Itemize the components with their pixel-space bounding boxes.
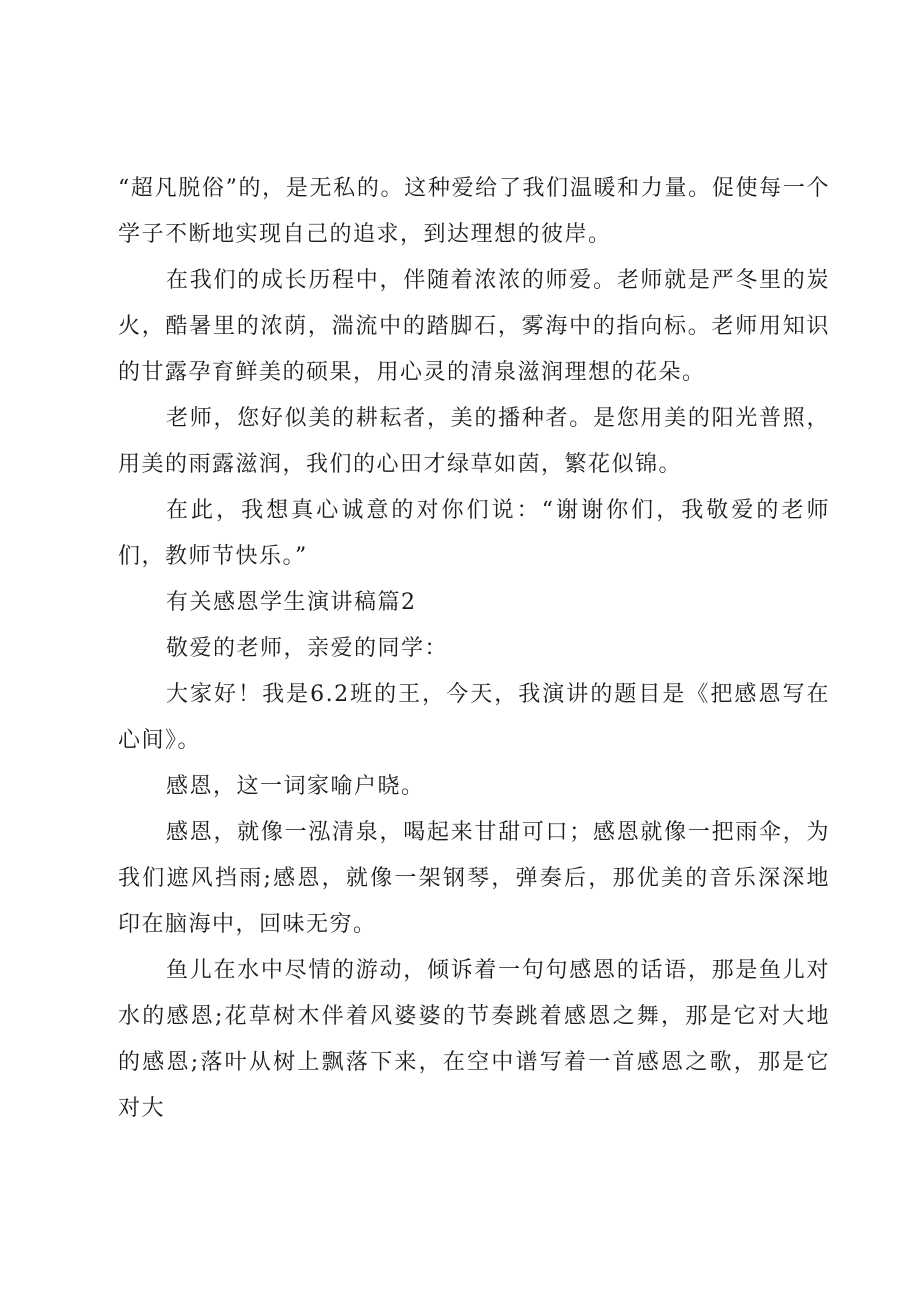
section-heading: 有关感恩学生演讲稿篇2 — [166, 590, 417, 615]
paragraph-3: 老师，您好似美的耕耘者，美的播种者。是您用美的阳光普照，用美的雨露滋润，我们的心田才绿草如茵，繁花似锦。 — [118, 406, 830, 477]
document-body — [118, 166, 830, 1132]
paragraph-1: “超凡脱俗”的，是无私的。这种爱给了我们温暖和力量。促使每一个学子不断地实现自己的追求，到达理想的彼岸。 — [118, 176, 830, 247]
paragraph-9: 感恩，就像一泓清泉，喝起来甘甜可口；感恩就像一把雨伞，为我们遮风挡雨;感恩，就像一架钢琴，弹奏后，那优美的音乐深深地印在脑海中，回味无穷。 — [118, 820, 830, 937]
paragraph-4: 在此，我想真心诚意的对你们说：“谢谢你们，我敬爱的老师们，教师节快乐。” — [118, 498, 830, 569]
paragraph-10: 鱼儿在水中尽情的游动，倾诉着一句句感恩的话语，那是鱼儿对水的感恩;花草树木伴着风婆婆的节奏跳着感恩之舞，那是它对大地的感恩;落叶从树上飘落下来，在空中谱写着一首感恩之歌，那是它对大 — [118, 958, 830, 1121]
paragraph-2: 在我们的成长历程中，伴随着浓浓的师爱。老师就是严冬里的炭火，酷暑里的浓荫，湍流中的踏脚石，雾海中的指向标。老师用知识的甘露孕育鲜美的硕果，用心灵的清泉滋润理想的花朵。 — [118, 268, 830, 385]
paragraph-8: 感恩，这一词家喻户晓。 — [166, 774, 425, 799]
salutation: 敬爱的老师，亲爱的同学： — [166, 636, 449, 661]
paragraph-7: 大家好！我是6.2班的王，今天，我演讲的题目是《把感恩写在心间》。 — [118, 682, 830, 753]
